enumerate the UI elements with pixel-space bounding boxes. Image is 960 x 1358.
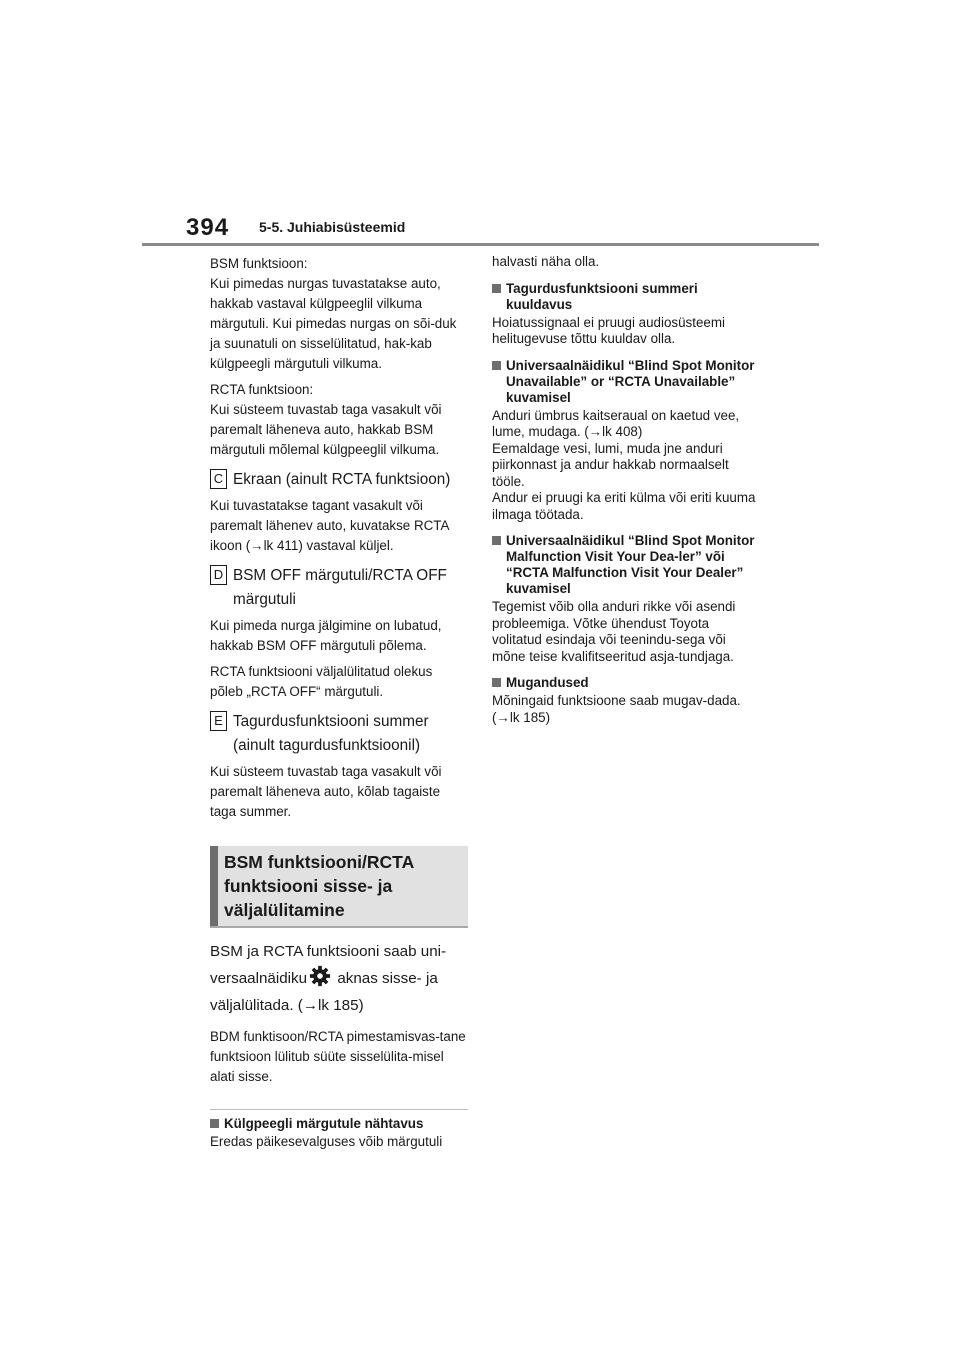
- item-e-marker: E: [210, 711, 227, 731]
- note-customization-heading: [492, 675, 760, 691]
- bullet-square-icon: [492, 536, 501, 545]
- note-unavailable-text-2: Eemaldage vesi, lumi, muda jne anduri piirkonnast ja andur hakkab normaalselt tööle.: [492, 440, 729, 489]
- right-column: [492, 254, 760, 726]
- note-mirror-title: Külgpeegli märgutule nähtavus: [224, 1116, 424, 1131]
- item-d-text-1: Kui pimeda nurga jälgimine on lubatud, hakkab BSM OFF märgutuli põlema.: [210, 618, 442, 653]
- item-c-heading: [210, 468, 468, 492]
- item-d-heading: [210, 564, 468, 612]
- note-malfunction-text: Tegemist võib olla anduri rikke või asendi probleemiga. Võtke ühendust Toyota volitatud esindaja või teenindu-sega või mõne teise kvalifitseeritud asja-tundjaga.: [492, 599, 736, 664]
- header-divider: [142, 243, 819, 246]
- rcta-text: Kui süsteem tuvastab taga vasakult või paremalt läheneva auto, hakkab BSM märgutuli mõlemal külgpeeglil vilkuma.: [210, 402, 442, 457]
- chapter-title: 5-5. Juhiabisüsteemid: [259, 219, 406, 235]
- note-customization-title: Mugandused: [506, 675, 589, 690]
- item-c-text: Kui tuvastatakse tagant vasakult või paremalt lähenev auto, kuvatakse RCTA ikoon (→lk 411) vastaval küljel.: [210, 498, 449, 553]
- bsm-text: Kui pimedas nurgas tuvastatakse auto, hakkab vastaval külgpeeglil vilkuma märgutuli. Kui pimedas nurgas on sõi-duk ja suunatuli on sisselülitatud, hak-kab külgpeegli märgutuli vilkuma.: [210, 276, 457, 371]
- item-e-title: Tagurdusfunktsiooni summer (ainult tagurdusfunktsioonil): [233, 713, 429, 754]
- gear-icon: [309, 965, 331, 987]
- page-number: 394: [186, 214, 230, 241]
- section-note: BDM funktisoon/RCTA pimestamisvas-tane funktsioon lülitub süüte sisselülita-misel alati sisse.: [210, 1029, 466, 1084]
- note-buzzer-text: Hoiatussignaal ei pruugi audiosüsteemi helitugevuse tõttu kuuldav olla.: [492, 314, 725, 346]
- section-heading-box: [210, 846, 468, 926]
- item-d-text-2: RCTA funktsiooni väljalülitatud olekus põleb „RCTA OFF“ märgutuli.: [210, 664, 433, 699]
- note-malfunction-title: Universaalnäidikul “Blind Spot Monitor Malfunction Visit Your Dea-ler” või “RCTA Malfunction Visit Your Dealer” kuvamisel: [506, 533, 755, 596]
- section-body: [210, 938, 468, 1019]
- section-text-start: BSM ja RCTA funktsiooni saab uni-versaalnäidiku: [210, 943, 447, 987]
- note-mirror-text: Eredas päikesevalguses võib märgutuli: [210, 1134, 443, 1149]
- bsm-paragraph: [210, 254, 468, 374]
- note-buzzer-heading: [492, 281, 760, 313]
- rcta-paragraph: [210, 380, 468, 460]
- item-d-marker: D: [210, 565, 227, 585]
- note-buzzer-title: Tagurdusfunktsiooni summeri kuuldavus: [506, 280, 698, 312]
- item-d-title: BSM OFF märgutuli/RCTA OFF märgutuli: [233, 567, 447, 608]
- note-mirror-heading: [210, 1116, 468, 1132]
- note-malfunction-heading: [492, 533, 760, 597]
- bsm-label: BSM funktsioon:: [210, 256, 308, 271]
- bullet-square-icon: [492, 361, 501, 370]
- item-c-marker: C: [210, 469, 227, 489]
- note-unavailable-text-1: Anduri ümbrus kaitseraual on kaetud vee, lume, mudaga. (→lk 408): [492, 407, 740, 439]
- note-unavailable-heading: [492, 358, 760, 406]
- note-mirror-text-cont: halvasti näha olla.: [492, 254, 600, 269]
- item-e-heading: [210, 710, 468, 758]
- note-unavailable-title: Universaalnäidikul “Blind Spot Monitor Unavailable” or “RCTA Unavailable” kuvamisel: [506, 357, 755, 405]
- item-e-text: Kui süsteem tuvastab taga vasakult või paremalt läheneva auto, kõlab tagaiste taga summer.: [210, 764, 442, 819]
- item-c-title: Ekraan (ainult RCTA funktsioon): [233, 471, 451, 488]
- note-customization-text: Mõningaid funktsioone saab mugav-dada. (→lk 185): [492, 693, 741, 725]
- section-title: BSM funktsiooni/RCTA funktsiooni sisse- ja väljalülitamine: [224, 852, 414, 920]
- notes-divider: [210, 1109, 468, 1110]
- bullet-square-icon: [492, 678, 501, 687]
- left-column: [210, 254, 468, 1151]
- bullet-square-icon: [210, 1119, 219, 1128]
- note-unavailable-text-3: Andur ei pruugi ka eriti külma või eriti kuuma ilmaga töötada.: [492, 490, 756, 522]
- bullet-square-icon: [492, 284, 501, 293]
- section-text-end: aknas sisse- ja väljalülitada. (→lk 185): [210, 970, 438, 1014]
- rcta-label: RCTA funktsioon:: [210, 382, 314, 397]
